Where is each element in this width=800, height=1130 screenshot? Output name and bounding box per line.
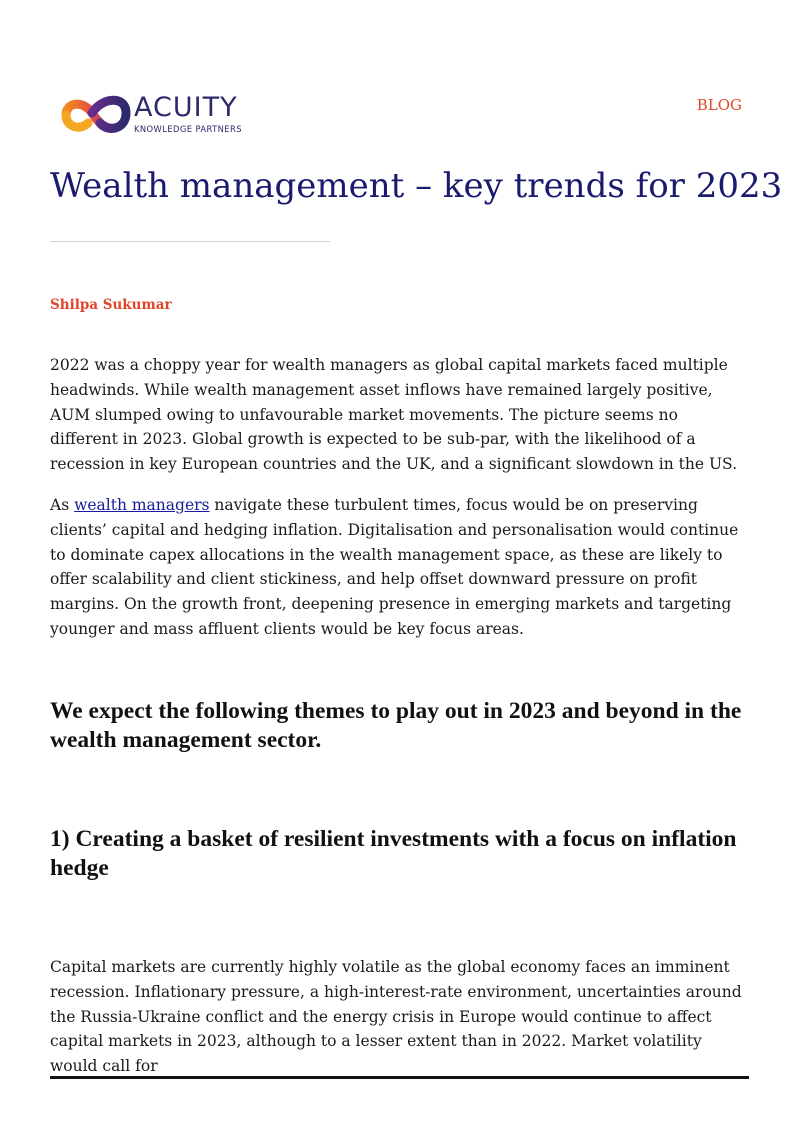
logo-name: ACUITY	[134, 92, 238, 124]
wealth-managers-link[interactable]: wealth managers	[74, 496, 210, 514]
blog-link[interactable]: BLOG	[696, 96, 742, 114]
paragraph-text-start: As	[50, 496, 75, 514]
logo-tagline: KNOWLEDGE PARTNERS	[134, 124, 242, 135]
themes-heading: We expect the following themes to play out in 2023 and beyond in the wealth management sector.	[50, 698, 742, 753]
section-heading-1: 1) Creating a basket of resilient investments with a focus on inflation hedge	[50, 826, 737, 881]
page-bottom-rule	[50, 1076, 749, 1079]
section-paragraph: Capital markets are currently highly volatile as the global economy faces an imminent recession. Inflationary pressure, a high-interest-rate environment, uncertainties around the Russia-Ukraine conflict and the energy crisis in Europe would continue to affect capital markets in 2023, although to a lesser extent than in 2022. Market volatility would call for	[50, 958, 742, 1076]
intro-paragraph: 2022 was a choppy year for wealth managers as global capital markets faced multiple headwinds. While wealth management asset inflows have remained largely positive, AUM slumped owing to unfavourable market movements. The picture seems no different in 2023. Global growth is expected to be sub-par, with the likelihood of a recession in key European countries and the UK, and a significant slowdown in the US.	[50, 356, 738, 474]
page-title: Wealth management – key trends for 2023	[50, 166, 783, 206]
logo-wordmark	[134, 94, 242, 133]
second-paragraph	[50, 493, 750, 642]
infinity-logo-icon	[60, 89, 132, 139]
acuity-logo[interactable]	[60, 88, 260, 140]
paragraph-text-end: navigate these turbulent times, focus would be on preserving clients’ capital and hedging inflation. Digitalisation and personalisation would continue to dominate capex allocations in the wealth management space, as these are likely to offer scalability and client stickiness, and help offset downward pressure on profit margins. On the growth front, deepening presence in emerging markets and targeting younger and mass affluent clients would be key focus areas.	[50, 496, 739, 638]
author-name: Shilpa Sukumar	[50, 297, 172, 313]
title-divider	[50, 241, 330, 242]
